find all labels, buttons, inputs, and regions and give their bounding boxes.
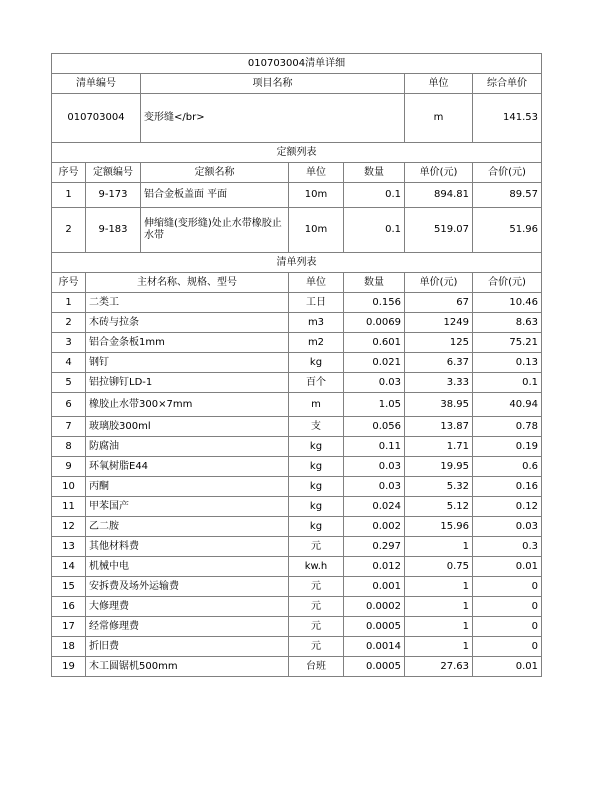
material-total: 0.6 (473, 457, 542, 477)
material-row (52, 557, 542, 577)
material-name: 铝合金条板1mm (86, 333, 289, 353)
material-quantity: 0.156 (344, 293, 405, 313)
quota-unit: 10m (289, 183, 344, 208)
material-name: 玻璃胶300ml (86, 417, 289, 437)
material-name: 橡胶止水带300×7mm (86, 393, 289, 417)
material-unit: 百个 (289, 373, 344, 393)
item-price: 141.53 (473, 94, 542, 143)
material-quantity: 0.11 (344, 437, 405, 457)
quota-index: 1 (52, 183, 86, 208)
material-row (52, 497, 542, 517)
material-col-total: 合价(元) (473, 273, 542, 293)
item-code: 010703004 (52, 94, 141, 143)
material-quantity: 0.002 (344, 517, 405, 537)
material-total: 0.12 (473, 497, 542, 517)
material-col-unit-price: 单价(元) (405, 273, 473, 293)
name-header: 项目名称 (141, 74, 405, 94)
material-quantity: 0.0002 (344, 597, 405, 617)
material-index: 19 (52, 657, 86, 677)
material-unit-price: 3.33 (405, 373, 473, 393)
material-quantity: 0.056 (344, 417, 405, 437)
quota-col-index: 序号 (52, 163, 86, 183)
material-name: 经常修理费 (86, 617, 289, 637)
quota-unit-price: 894.81 (405, 183, 473, 208)
quota-col-quota-name: 定额名称 (141, 163, 289, 183)
quota-section-title: 定额列表 (52, 143, 542, 163)
material-unit: kg (289, 437, 344, 457)
code-header: 清单编号 (52, 74, 141, 94)
material-name: 大修理费 (86, 597, 289, 617)
material-name: 木砖与拉条 (86, 313, 289, 333)
material-index: 10 (52, 477, 86, 497)
material-unit-price: 15.96 (405, 517, 473, 537)
material-total: 0.03 (473, 517, 542, 537)
material-unit-price: 6.37 (405, 353, 473, 373)
material-unit: kg (289, 353, 344, 373)
material-unit-price: 1 (405, 597, 473, 617)
material-unit-price: 19.95 (405, 457, 473, 477)
material-total: 40.94 (473, 393, 542, 417)
material-row (52, 353, 542, 373)
material-quantity: 0.03 (344, 457, 405, 477)
material-quantity: 0.297 (344, 537, 405, 557)
material-unit-price: 67 (405, 293, 473, 313)
material-quantity: 0.0069 (344, 313, 405, 333)
material-index: 4 (52, 353, 86, 373)
material-unit: kg (289, 517, 344, 537)
material-total: 0 (473, 617, 542, 637)
material-index: 8 (52, 437, 86, 457)
material-quantity: 0.03 (344, 477, 405, 497)
material-name: 木工圆锯机500mm (86, 657, 289, 677)
quota-index: 2 (52, 208, 86, 253)
item-name: 变形缝</br> (141, 94, 405, 143)
material-name: 安拆费及场外运输费 (86, 577, 289, 597)
material-name: 甲苯国产 (86, 497, 289, 517)
material-row (52, 417, 542, 437)
quota-name: 铝合金板盖面 平面 (141, 183, 289, 208)
material-unit-price: 1 (405, 537, 473, 557)
table-title: 010703004清单详细 (52, 54, 542, 74)
material-unit: 元 (289, 537, 344, 557)
quota-row (52, 208, 542, 253)
material-total: 0.19 (473, 437, 542, 457)
quota-total: 51.96 (473, 208, 542, 253)
material-name: 乙二胺 (86, 517, 289, 537)
material-name: 其他材料费 (86, 537, 289, 557)
material-index: 14 (52, 557, 86, 577)
material-row (52, 457, 542, 477)
material-row (52, 477, 542, 497)
quota-col-total: 合价(元) (473, 163, 542, 183)
material-row (52, 537, 542, 557)
material-row (52, 517, 542, 537)
material-unit: 元 (289, 637, 344, 657)
material-unit-price: 1 (405, 617, 473, 637)
material-quantity: 0.001 (344, 577, 405, 597)
quota-quantity: 0.1 (344, 183, 405, 208)
material-total: 0.1 (473, 373, 542, 393)
material-unit: kg (289, 477, 344, 497)
material-quantity: 0.0005 (344, 617, 405, 637)
material-row (52, 657, 542, 677)
quota-code: 9-183 (86, 208, 141, 253)
material-index: 17 (52, 617, 86, 637)
quota-col-quota-code: 定额编号 (86, 163, 141, 183)
material-unit: kg (289, 457, 344, 477)
detail-table (51, 53, 542, 677)
material-name: 丙酮 (86, 477, 289, 497)
material-unit: kw.h (289, 557, 344, 577)
material-col-index: 序号 (52, 273, 86, 293)
material-unit-price: 1 (405, 637, 473, 657)
material-unit-price: 13.87 (405, 417, 473, 437)
material-unit-price: 0.75 (405, 557, 473, 577)
material-total: 0 (473, 597, 542, 617)
material-row (52, 617, 542, 637)
material-total: 0.16 (473, 477, 542, 497)
material-total: 0 (473, 637, 542, 657)
material-unit-price: 5.32 (405, 477, 473, 497)
material-total: 0.01 (473, 657, 542, 677)
material-unit: 工日 (289, 293, 344, 313)
material-row (52, 637, 542, 657)
item-row (52, 94, 542, 143)
material-unit: 支 (289, 417, 344, 437)
material-name: 二类工 (86, 293, 289, 313)
material-index: 7 (52, 417, 86, 437)
price-header: 综合单价 (473, 74, 542, 94)
material-col-material-name: 主材名称、规格、型号 (86, 273, 289, 293)
material-name: 环氧树脂E44 (86, 457, 289, 477)
material-unit-price: 38.95 (405, 393, 473, 417)
material-total: 0.78 (473, 417, 542, 437)
material-quantity: 0.0014 (344, 637, 405, 657)
material-index: 11 (52, 497, 86, 517)
material-quantity: 0.03 (344, 373, 405, 393)
material-index: 9 (52, 457, 86, 477)
material-total: 0.13 (473, 353, 542, 373)
material-unit-price: 125 (405, 333, 473, 353)
material-unit: m (289, 393, 344, 417)
material-index: 5 (52, 373, 86, 393)
quota-total: 89.57 (473, 183, 542, 208)
material-unit: 台班 (289, 657, 344, 677)
material-row (52, 373, 542, 393)
material-index: 1 (52, 293, 86, 313)
material-name: 折旧费 (86, 637, 289, 657)
header-row (52, 74, 542, 94)
material-section-title: 清单列表 (52, 253, 542, 273)
material-index: 2 (52, 313, 86, 333)
material-total: 8.63 (473, 313, 542, 333)
material-total: 0.01 (473, 557, 542, 577)
item-unit: m (405, 94, 473, 143)
material-unit-price: 1.71 (405, 437, 473, 457)
material-name: 钢钉 (86, 353, 289, 373)
material-quantity: 0.0005 (344, 657, 405, 677)
material-row (52, 597, 542, 617)
material-row (52, 437, 542, 457)
material-row (52, 293, 542, 313)
material-unit-price: 5.12 (405, 497, 473, 517)
material-unit: 元 (289, 617, 344, 637)
quota-col-unit: 单位 (289, 163, 344, 183)
material-quantity: 0.024 (344, 497, 405, 517)
quota-col-unit-price: 单价(元) (405, 163, 473, 183)
quota-name: 伸缩缝(变形缝)处止水带橡胶止水带 (141, 208, 289, 253)
material-quantity: 1.05 (344, 393, 405, 417)
quota-code: 9-173 (86, 183, 141, 208)
material-total: 0.3 (473, 537, 542, 557)
material-total: 10.46 (473, 293, 542, 313)
material-row (52, 577, 542, 597)
material-header-row (52, 273, 542, 293)
material-col-unit: 单位 (289, 273, 344, 293)
material-unit-price: 27.63 (405, 657, 473, 677)
unit-header: 单位 (405, 74, 473, 94)
material-unit: kg (289, 497, 344, 517)
material-row (52, 393, 542, 417)
material-index: 6 (52, 393, 86, 417)
material-quantity: 0.012 (344, 557, 405, 577)
material-unit-price: 1249 (405, 313, 473, 333)
material-unit: m2 (289, 333, 344, 353)
material-unit: 元 (289, 597, 344, 617)
material-total: 0 (473, 577, 542, 597)
quota-header-row (52, 163, 542, 183)
material-name: 防腐油 (86, 437, 289, 457)
material-unit-price: 1 (405, 577, 473, 597)
material-row (52, 313, 542, 333)
material-name: 铝拉铆钉LD-1 (86, 373, 289, 393)
material-col-quantity: 数量 (344, 273, 405, 293)
material-quantity: 0.021 (344, 353, 405, 373)
material-index: 16 (52, 597, 86, 617)
quota-row (52, 183, 542, 208)
material-index: 12 (52, 517, 86, 537)
material-unit: 元 (289, 577, 344, 597)
material-index: 3 (52, 333, 86, 353)
material-unit: m3 (289, 313, 344, 333)
material-row (52, 333, 542, 353)
quota-quantity: 0.1 (344, 208, 405, 253)
material-total: 75.21 (473, 333, 542, 353)
quota-unit: 10m (289, 208, 344, 253)
material-index: 13 (52, 537, 86, 557)
quota-col-quantity: 数量 (344, 163, 405, 183)
quota-unit-price: 519.07 (405, 208, 473, 253)
material-index: 15 (52, 577, 86, 597)
material-name: 机械中电 (86, 557, 289, 577)
material-quantity: 0.601 (344, 333, 405, 353)
material-index: 18 (52, 637, 86, 657)
